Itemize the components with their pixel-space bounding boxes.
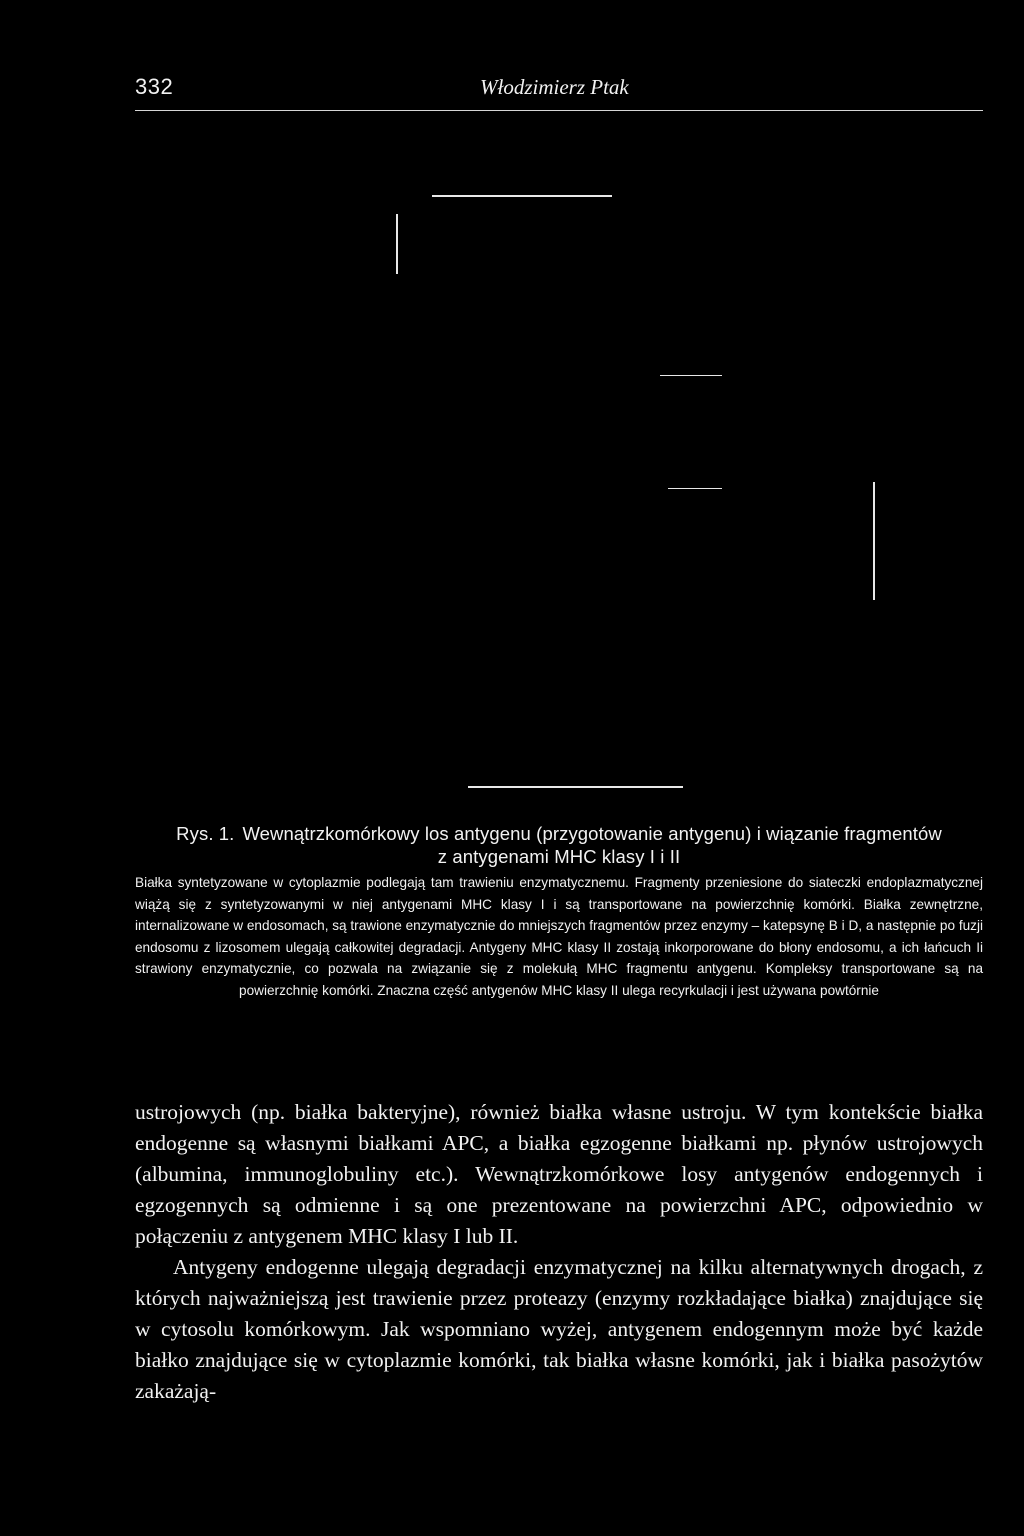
caption-title-line1: Wewnątrzkomórkowy los antygenu (przygotowanie antygenu) i wiązanie fragmentów (242, 823, 942, 844)
figure-label: Rys. 1. (176, 823, 235, 844)
page-header (135, 74, 983, 111)
figure-stroke (396, 214, 398, 274)
figure-stroke (660, 375, 722, 376)
figure-stroke (873, 482, 875, 600)
caption-title (135, 822, 983, 868)
caption-title-line2: z antygenami MHC klasy I i II (437, 846, 681, 867)
running-author: Włodzimierz Ptak (480, 75, 629, 99)
caption-description: Białka syntetyzowane w cytoplazmie podlegają tam trawieniu enzymatycznemu. Fragmenty przeniesione do siateczki endoplazmatycznej wiążą się z syntetyzowanymi w niej antygenami MHC klasy I i są transportowane na powierzchnię komórki. Białka zewnętrzne, internalizowane w endosomach, są trawione enzymatycznie do mniejszych fragmentów przez enzymy – katepsynę B i D, a następnie po fuzji endosomu z lizosomem ulegają całkowitej degradacji. Antygeny MHC klasy II zostają inkorporowane do błony endosomu, a ich łańcuch Ii strawiony enzymatycznie, co pozwala na związanie się z molekułą MHC fragmentu antygenu. Kompleksy transportowane są na powierzchnię komórki. Znaczna część antygenów MHC klasy II ulega recyrkulacji i jest używana powtórnie (135, 875, 983, 998)
body-paragraph-2: Antygeny endogenne ulegają degradacji enzymatycznej na kilku alternatywnych drogach, z których najważniejszą jest trawienie przez proteazy (enzymy rozkładające białka) znajdujące się w cytosolu komórkowym. Jak wspomniano wyżej, antygenem endogennym może być każde białko znajdujące się w cytoplazmie komórki, tak białka własne komórki, jak i białka pasożytów zakażają- (135, 1255, 983, 1403)
figure-stroke (432, 195, 612, 197)
figure-stroke (668, 488, 722, 489)
figure-stroke (468, 786, 683, 788)
page-number: 332 (135, 74, 174, 99)
figure-caption (135, 822, 983, 1001)
body-paragraph-1: ustrojowych (np. białka bakteryjne), również białka własne ustroju. W tym kontekście białka endogenne są własnymi białkami APC, a białka egzogenne białkami np. płynów ustrojowych (albumina, immunoglobuliny etc.). Wewnątrzkomórkowe losy antygenów endogennych i egzogennych są odmienne i są one prezentowane na powierzchni APC, odpowiednio w połączeniu z antygenem MHC klasy I lub II. (135, 1100, 983, 1248)
body-text (135, 1097, 983, 1407)
